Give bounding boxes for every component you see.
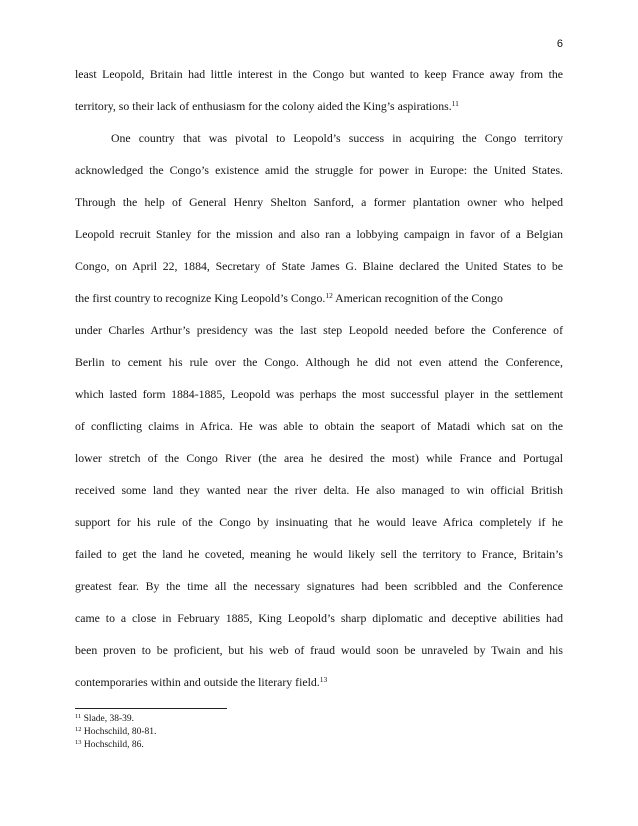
footnote: $^{11}$ Slade, 38-39. [75, 713, 135, 724]
text-line: contemporaries within and outside the literary field.$^{13}$ [75, 675, 328, 689]
footnote-number: 11 [75, 713, 82, 720]
footnote-ref-12[interactable]: 12 [325, 291, 333, 300]
text-line: came to a close in February 1885, King Leopold’s sharp diplomatic and deceptive abilities had [75, 611, 563, 625]
footnote: $^{13}$ Hochschild, 86. [75, 739, 144, 750]
text-line: territory, so their lack of enthusiasm for the colony aided the King’s aspirations.$^{11}$ [75, 99, 459, 113]
text-line: Berlin to cement his rule over the Congo. Although he did not even attend the Conference, [75, 355, 563, 369]
text-line: One country that was pivotal to Leopold’s success in acquiring the Congo territory [111, 131, 563, 145]
text-line: greatest fear. By the time all the necessary signatures had been scribbled and the Conference [75, 579, 563, 593]
text-line: least Leopold, Britain had little interest in the Congo but wanted to keep France away from the [75, 67, 563, 81]
text-line: failed to get the land he coveted, meaning he would likely sell the territory to France, Britain’s [75, 547, 563, 561]
text-line: support for his rule of the Congo by insinuating that he would leave Africa completely if he [75, 515, 563, 529]
text-line: the first country to recognize King Leopold’s Congo.$^{12}$ American recognition of the Congo [75, 291, 503, 305]
text-line: under Charles Arthur’s presidency was the last step Leopold needed before the Conference of [75, 323, 563, 337]
text-line: Congo, on April 22, 1884, Secretary of State James G. Blaine declared the United States to be [75, 259, 563, 273]
footnote-ref-11[interactable]: 11 [451, 99, 459, 108]
text-line: of conflicting claims in Africa. He was able to obtain the seaport of Matadi which sat on the [75, 419, 563, 433]
text-line: Through the help of General Henry Shelton Sanford, a former plantation owner who helped [75, 195, 563, 209]
footnote: $^{12}$ Hochschild, 80-81. [75, 726, 157, 737]
text-line: lower stretch of the Congo River (the area he desired the most) while France and Portugal [75, 451, 563, 465]
text-line: Leopold recruit Stanley for the mission and also ran a lobbying campaign in favor of a Belgian [75, 227, 563, 241]
footnote-ref-13[interactable]: 13 [319, 675, 328, 684]
footnote-number: 13 [75, 739, 82, 746]
footnote-separator [75, 708, 227, 709]
footnote-number: 12 [75, 726, 82, 733]
text-line: which lasted form 1884-1885, Leopold was perhaps the most successful player in the settlement [75, 387, 563, 401]
text-line: acknowledged the Congo’s existence amid the struggle for power in Europe: the United States. [75, 163, 563, 177]
text-line: received some land they wanted near the river delta. He also managed to win official British [75, 483, 563, 497]
page-number: 6 [556, 38, 563, 50]
text-line: been proven to be proficient, but his web of fraud would soon be unraveled by Twain and his [75, 643, 563, 657]
footnotes [75, 713, 375, 752]
